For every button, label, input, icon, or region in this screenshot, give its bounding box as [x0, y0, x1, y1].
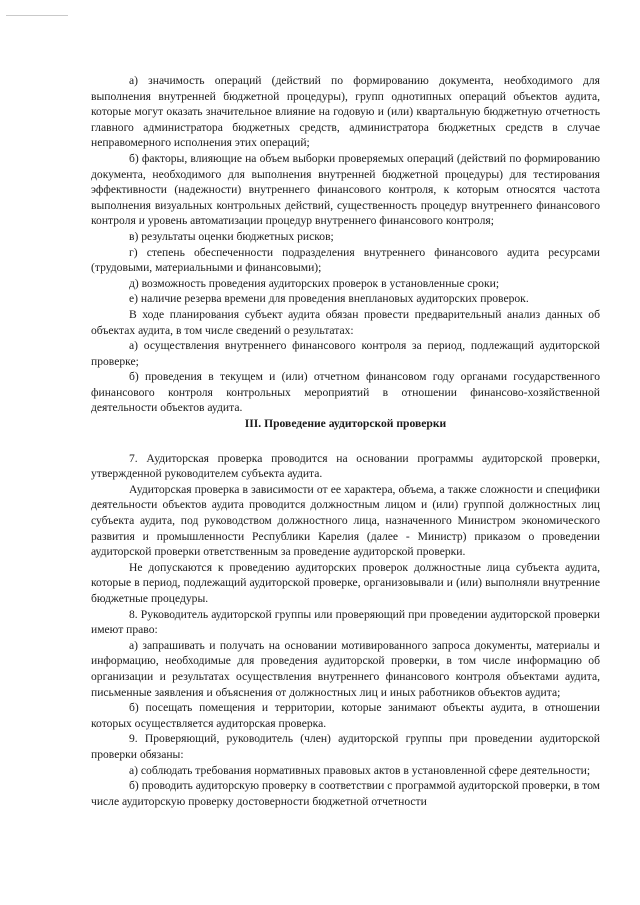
paragraph: а) осуществления внутреннего финансового контроля за период, подлежащий аудиторской проверке;	[91, 339, 600, 368]
paragraph: 8. Руководитель аудиторской группы или проверяющий при проведении аудиторской проверки имеют право:	[91, 607, 600, 637]
scan-artifact	[6, 15, 68, 16]
paragraph: а) значимость операций (действий по формированию документа, необходимого для выполнения внутренней бюджетной процедуры), групп однотипных операций объектов аудита, которые могут оказать значительное влияние на годовую и (или) квартальную бюджетную отчетность главного администратора бюджетных средств, администратора бюджетных средств в случае неправомерного исполнения этих операций;	[91, 74, 600, 150]
paragraph: Не допускаются к проведению аудиторских проверок должностные лица субъекта аудита, которые в период, подлежащий аудиторской проверке, организовывали и (или) выполняли внутренние бюджетные процедуры.	[91, 560, 600, 605]
paragraph: в) результаты оценки бюджетных рисков;	[129, 229, 334, 243]
paragraph: г) степень обеспеченности подразделения внутреннего финансового аудита ресурсами (трудовыми, материальными и финансовыми);	[91, 245, 600, 275]
section-heading: III. Проведение аудиторской проверки	[244, 417, 447, 431]
paragraph: а) соблюдать требования нормативных правовых актов в установленной сфере деятельности;	[129, 763, 591, 777]
paragraph: Аудиторская проверка в зависимости от ее характера, объема, а также сложности и специфики деятельности объектов аудита проводится должностным лицом и (или) группой должностных лиц субъекта аудита, под руководством должностного лица, назначенного Министром экономического развития и промышленности Республики Карелия (далее - Министр) приказом о проведении аудиторской проверки ответственным за проведение аудиторской проверки.	[91, 482, 600, 559]
paragraph: е) наличие резерва времени для проведения внеплановых аудиторских проверок.	[129, 292, 529, 306]
paragraph: б) факторы, влияющие на объем выборки проверяемых операций (действий по формированию документа, необходимого для выполнения внутренней бюджетной процедуры) для тестирования эффективности (надежности) внутреннего финансового контроля, к которым относятся частота выполнения визуальных контрольных действий, существенность процедур внутреннего финансового контроля и уровень автоматизации процедур внутреннего финансового контроля;	[91, 151, 600, 228]
paragraph: 9. Проверяющий, руководитель (член) аудиторской группы при проведении аудиторской проверки обязаны:	[91, 732, 600, 761]
paragraph: а) запрашивать и получать на основании мотивированного запроса документы, материалы и информацию, необходимые для проведения аудиторской проверки, в том числе информацию об организации и результатах осуществления внутреннего финансового контроля объектами аудита, письменные заявления и объяснения от должностных лиц и иных работников объектов аудита;	[91, 638, 600, 699]
paragraph: В ходе планирования субъект аудита обязан провести предварительный анализ данных об объектах аудита, в том числе сведений о результатах:	[91, 307, 600, 337]
paragraph: д) возможность проведения аудиторских проверок в установленные сроки;	[129, 276, 500, 290]
paragraph: б) посещать помещения и территории, которые занимают объекты аудита, в отношении которых осуществляется аудиторская проверка.	[91, 701, 600, 730]
body-text-top	[91, 73, 600, 416]
paragraph: б) проведения в текущем и (или) отчетном финансовом году органами государственного финансового контроля контрольных мероприятий в отношении финансово-хозяйственной деятельности объектов аудита.	[91, 370, 600, 415]
paragraph: 7. Аудиторская проверка проводится на основании программы аудиторской проверки, утвержденной руководителем субъекта аудита.	[91, 451, 600, 481]
paragraph: б) проводить аудиторскую проверку в соответствии с программой аудиторской проверки, в том числе аудиторскую проверку достоверности бюджетной отчетности	[91, 779, 600, 808]
body-text-bottom	[91, 451, 600, 810]
